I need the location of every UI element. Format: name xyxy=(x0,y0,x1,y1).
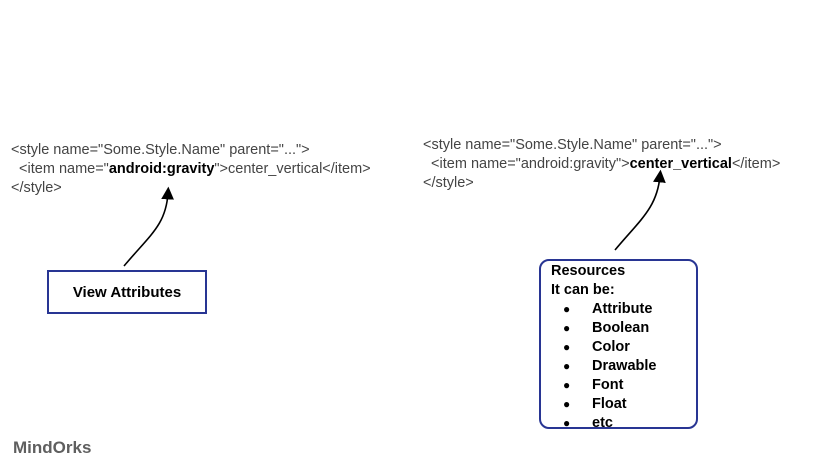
resources-box xyxy=(539,259,698,429)
arrow-to-attribute-value xyxy=(615,176,660,250)
code-line: <style name="Some.Style.Name" parent="..."> xyxy=(11,142,310,158)
code-line-pre: <item name="android:gravity"> xyxy=(423,156,630,172)
list-item: ● Drawable xyxy=(551,357,696,376)
arrow-to-attribute-name xyxy=(124,193,168,266)
code-line-post: ">center_vertical</item> xyxy=(214,161,371,177)
view-attributes-label: View Attributes xyxy=(72,283,182,301)
resources-list xyxy=(551,300,696,433)
code-line: </style> xyxy=(423,175,474,191)
list-item: ● Float xyxy=(551,395,696,414)
code-line: <style name="Some.Style.Name" parent="..."> xyxy=(423,137,722,153)
view-attributes-box xyxy=(47,270,207,314)
list-item: ● Boolean xyxy=(551,319,696,338)
code-line-pre: <item name=" xyxy=(11,161,109,177)
list-item: ● Font xyxy=(551,376,696,395)
highlight-attribute-name: android:gravity xyxy=(108,161,215,177)
list-item: ● Color xyxy=(551,338,696,357)
highlight-attribute-value: center_vertical xyxy=(629,156,732,172)
list-item: ● Attribute xyxy=(551,300,696,319)
brand-logo-text: MindOrks xyxy=(13,438,92,457)
resources-subtitle: It can be: xyxy=(551,282,615,298)
code-line-post: </item> xyxy=(731,156,781,172)
resources-title: Resources xyxy=(551,263,626,279)
code-line: </style> xyxy=(11,180,62,196)
list-item: ● etc xyxy=(551,414,696,433)
